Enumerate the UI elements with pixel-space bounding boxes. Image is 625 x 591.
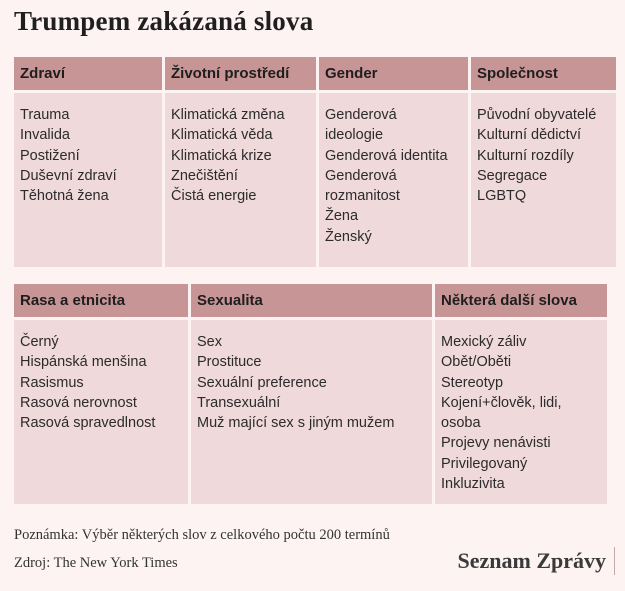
column-header-health: Zdraví <box>14 57 162 90</box>
list-item: Kojení+člověk, lidi, osoba <box>441 394 562 432</box>
brand-logo: Seznam Zprávy <box>458 547 616 575</box>
list-item: Klimatická věda <box>171 127 273 144</box>
list-item: Hispánská menšina <box>20 354 147 371</box>
column-body-environment <box>165 93 316 267</box>
list-item: Prostituce <box>197 354 262 371</box>
list-item: Kulturní rozdíly <box>477 147 574 164</box>
column-body-other <box>435 320 607 504</box>
list-item: Muž mající sex s jiným mužem <box>197 415 395 432</box>
column-body-sexuality <box>191 320 432 504</box>
list-item: Mexický záliv <box>441 334 527 350</box>
list-item: Transexuální <box>197 394 281 411</box>
column-body-race <box>14 320 188 504</box>
page-title: Trumpem zakázaná slova <box>14 6 314 36</box>
list-item: Znečištění <box>171 167 238 184</box>
list-item: Invalida <box>20 127 70 144</box>
column-header-environment: Životní prostředí <box>165 57 316 90</box>
list-item: Trauma <box>20 107 70 123</box>
list-item: Kulturní dědictví <box>477 127 581 144</box>
column-body-society <box>471 93 616 267</box>
list-item: Původní obyvatelé <box>477 107 597 123</box>
column-header-sexuality: Sexualita <box>191 284 432 317</box>
list-item: Segregace <box>477 167 548 184</box>
list-item: Čistá energie <box>171 188 257 205</box>
source-note: Zdroj: The New York Times <box>14 555 178 571</box>
column-header-race: Rasa a etnicita <box>14 284 188 317</box>
column-header-other: Některá další slova <box>435 284 607 317</box>
list-item: Žena <box>325 208 359 225</box>
list-item: Inkluzivita <box>441 476 505 493</box>
column-header-society: Společnost <box>471 57 616 90</box>
list-item: Privilegovaný <box>441 455 528 472</box>
list-item: Stereotyp <box>441 374 504 391</box>
list-item: Obět/Oběti <box>441 354 512 371</box>
list-item: Černý <box>20 334 59 350</box>
footnote: Poznámka: Výběr některých slov z celkového počtu 200 termínů <box>14 527 390 543</box>
list-item: Klimatická krize <box>171 147 272 164</box>
list-item: Sexuální preference <box>197 374 327 391</box>
list-item: Genderová ideologie <box>325 107 397 144</box>
list-item: Genderová rozmanitost <box>325 167 400 205</box>
list-item: Genderová identita <box>325 147 448 164</box>
list-item: Těhotná žena <box>20 188 109 205</box>
list-item: Rasismus <box>20 374 84 391</box>
list-item: Sex <box>197 334 222 350</box>
list-item: Duševní zdraví <box>20 167 117 184</box>
column-body-gender <box>319 93 468 267</box>
column-header-gender: Gender <box>319 57 468 90</box>
list-item: Projevy nenávisti <box>441 435 551 452</box>
column-body-health <box>14 93 162 267</box>
list-item: Rasová nerovnost <box>20 394 137 411</box>
list-item: Klimatická změna <box>171 107 285 123</box>
words-table-2 <box>14 284 607 504</box>
list-item: Ženský <box>325 228 372 245</box>
words-table-1 <box>14 57 616 267</box>
list-item: Rasová spravedlnost <box>20 415 156 432</box>
list-item: LGBTQ <box>477 188 527 205</box>
list-item: Postižení <box>20 147 80 164</box>
